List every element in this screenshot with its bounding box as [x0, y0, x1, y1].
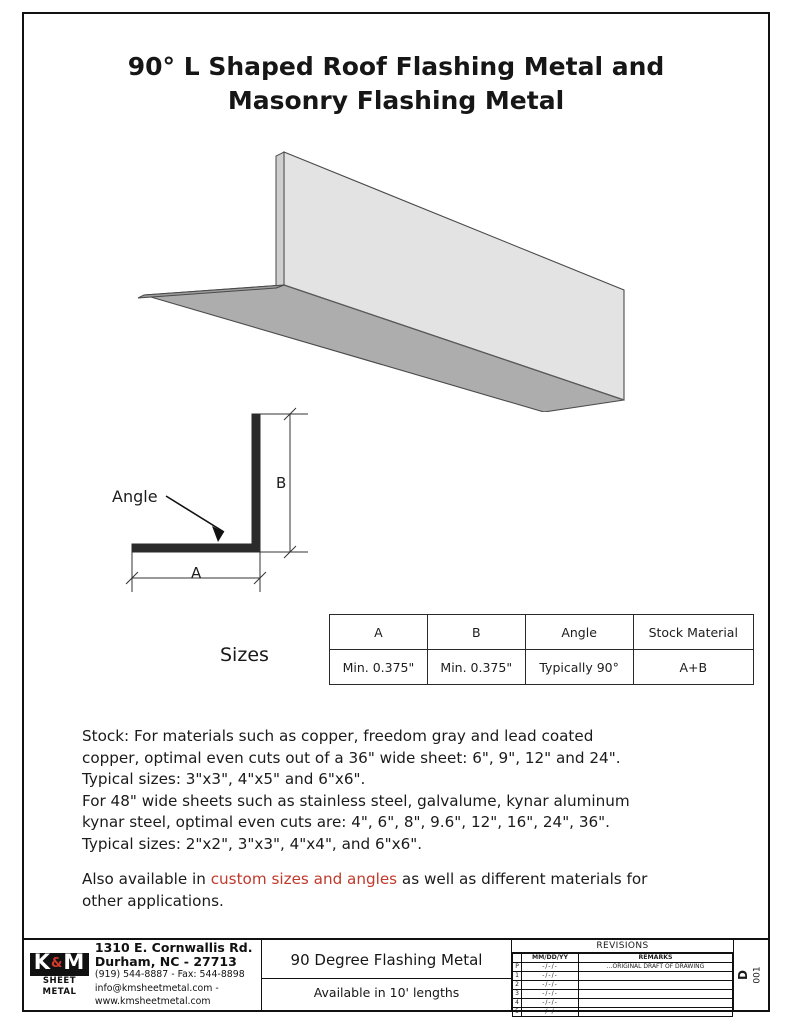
- logo-m: M: [63, 950, 86, 974]
- rev-remark: [579, 981, 733, 990]
- rev-remark: [579, 999, 733, 1008]
- a-label: A: [191, 564, 202, 582]
- cell-a-value: Min. 0.375": [330, 650, 428, 685]
- cell-angle-value: Typically 90°: [525, 650, 633, 685]
- title-bar: [24, 938, 768, 1015]
- note-custom-line-2: other applications.: [82, 891, 224, 910]
- note-line-6: Typical sizes: 2"x2", 3"x3", 4"x4", and 6"x6".: [82, 834, 423, 853]
- address-line-1: 1310 E. Cornwallis Rd.: [94, 940, 253, 956]
- rev-remark: [579, 972, 733, 981]
- b-label: B: [276, 474, 287, 492]
- drawing-title: 90 Degree Flashing Metal: [290, 950, 483, 969]
- revisions-block: [512, 940, 734, 1015]
- rev-date: -/-/-: [522, 981, 579, 990]
- cell-stock-material-value: A+B: [633, 650, 753, 685]
- table-row: [513, 972, 733, 981]
- rev-num: 1: [513, 972, 522, 981]
- notes-block: [82, 726, 752, 912]
- rev-header-remarks: REMARKS: [579, 954, 733, 963]
- logo-ampersand: &: [50, 956, 64, 971]
- drawing-title-block: [262, 940, 512, 1010]
- header-cell-angle: Angle: [525, 615, 633, 650]
- rev-header-num: [513, 954, 522, 963]
- revisions-header-row: [513, 954, 733, 963]
- left-end-thickness: [276, 152, 284, 288]
- rev-header-date: MM/DD/YY: [522, 954, 579, 963]
- page-title: [24, 50, 768, 118]
- sizes-section-label: Sizes: [220, 644, 269, 666]
- note-line-2: copper, optimal even cuts out of a 36" wide sheet: 6", 9", 12" and 24".: [82, 748, 621, 767]
- table-row: [513, 990, 733, 999]
- address-line-2: Durham, NC - 27713: [94, 953, 237, 969]
- rev-date: -/-/-: [522, 999, 579, 1008]
- revisions-title: REVISIONS: [512, 940, 733, 953]
- logo-subtitle: SHEET METAL: [30, 976, 89, 998]
- section-detail: [94, 396, 394, 596]
- sheet-number: 001: [752, 966, 763, 984]
- note-line-5: kynar steel, optimal even cuts are: 4", 6", 8", 9.6", 12", 16", 24", 36".: [82, 813, 610, 831]
- header-cell-b: B: [427, 615, 525, 650]
- isometric-view: [124, 132, 684, 412]
- logo-k: K: [33, 950, 51, 974]
- note-custom-accent: custom sizes and angles: [210, 870, 398, 888]
- isometric-svg: [124, 132, 684, 412]
- table-row: [330, 650, 754, 685]
- rev-num: 3: [513, 990, 522, 999]
- table-row: [513, 999, 733, 1008]
- phone-line: (919) 544-8887 - Fax: 544-8898: [94, 969, 245, 981]
- km-logo: [30, 950, 89, 997]
- company-block: [24, 940, 262, 1010]
- company-address: [95, 941, 261, 1009]
- rev-remark: ...ORIGINAL DRAFT OF DRAWING: [579, 963, 733, 972]
- title-line-1: 90° L Shaped Roof Flashing Metal and: [127, 52, 665, 81]
- note-line-4: For 48" wide sheets such as stainless steel, galvalume, kynar aluminum: [82, 791, 630, 810]
- rev-date: -/-/-: [522, 963, 579, 972]
- note-custom-pre: Also available in: [82, 870, 211, 888]
- rev-num: 5: [513, 1008, 522, 1017]
- sheet-id-block: [734, 940, 768, 1010]
- rev-remark: [579, 1008, 733, 1017]
- drawing-subtitle: Available in 10' lengths: [262, 978, 511, 1000]
- table-row: [513, 1008, 733, 1017]
- angle-leader: [166, 496, 224, 532]
- sheet-size: D: [735, 970, 750, 980]
- header-cell-a: A: [330, 615, 428, 650]
- title-line-2: Masonry Flashing Metal: [227, 86, 565, 115]
- logo-text: [34, 952, 86, 974]
- note-line-1: Stock: For materials such as copper, freedom gray and lead coated: [82, 727, 594, 745]
- rev-remark: [579, 990, 733, 999]
- revisions-table: [512, 953, 733, 1017]
- note-line-3: Typical sizes: 3"x3", 4"x5" and 6"x6".: [82, 770, 366, 788]
- table-row: [513, 963, 733, 972]
- header-cell-stock-material: Stock Material: [633, 615, 753, 650]
- cell-b-value: Min. 0.375": [427, 650, 525, 685]
- l-profile-outline: [132, 414, 260, 552]
- web-line: info@kmsheetmetal.com - www.kmsheetmetal.com: [94, 982, 219, 1008]
- rev-num: P: [513, 963, 522, 972]
- rev-date: -/-/-: [522, 1008, 579, 1017]
- rev-date: -/-/-: [522, 990, 579, 999]
- sizes-table: [329, 614, 754, 685]
- note-custom-line: [82, 869, 752, 891]
- table-row: [513, 981, 733, 990]
- rev-date: -/-/-: [522, 972, 579, 981]
- rev-num: 2: [513, 981, 522, 990]
- table-header-row: [330, 615, 754, 650]
- note-custom-post: as well as different materials for: [397, 870, 648, 888]
- drawing-sheet: [22, 12, 770, 1015]
- angle-label: Angle: [112, 487, 158, 506]
- rev-num: 4: [513, 999, 522, 1008]
